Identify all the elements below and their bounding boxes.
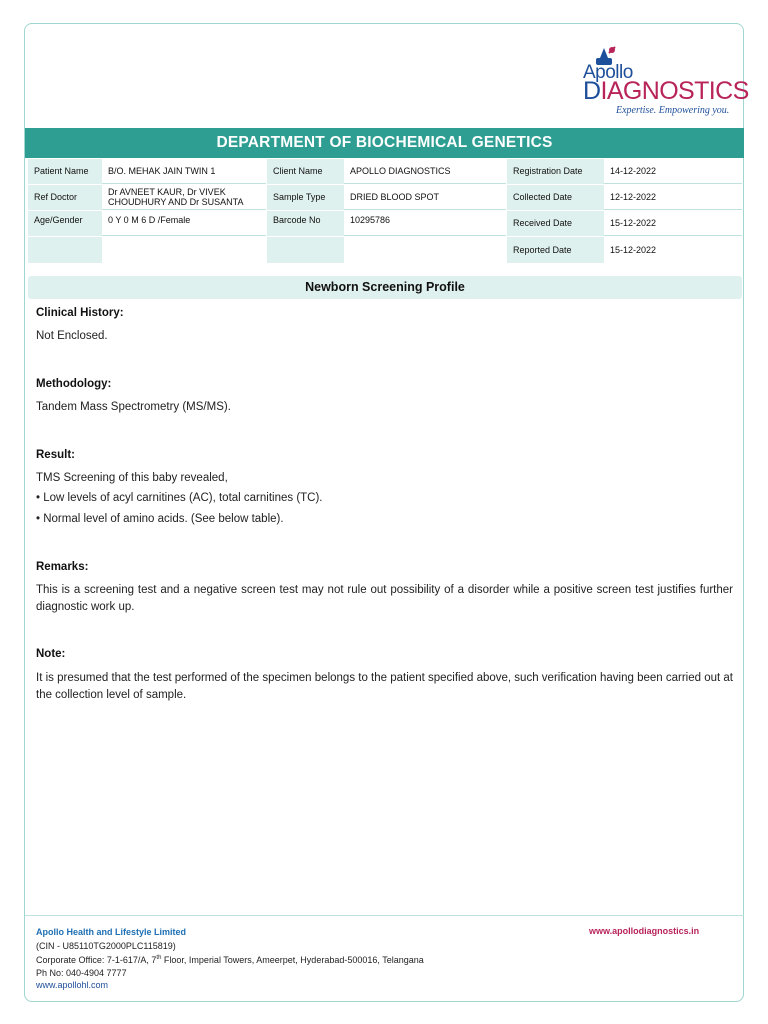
logo-tagline: Expertise. Empowering you. <box>616 105 730 116</box>
client-name-label: Client Name <box>267 159 344 184</box>
note-heading: Note: <box>36 648 66 660</box>
profile-title: Newborn Screening Profile <box>28 276 742 299</box>
empty-value-cell <box>344 237 506 263</box>
reported-date-label: Reported Date <box>507 237 604 263</box>
result-intro: TMS Screening of this baby revealed, <box>36 472 228 484</box>
barcode-value: 10295786 <box>344 211 506 236</box>
client-name-value: APOLLO DIAGNOSTICS <box>344 159 506 184</box>
apollo-diagnostics-logo <box>582 42 749 116</box>
remarks-heading: Remarks: <box>36 561 89 573</box>
logo-apollo-text: Apollo <box>583 62 633 83</box>
footer-address-block <box>36 926 424 991</box>
logo-diagnostics-text: DIAGNOSTICS <box>583 77 749 105</box>
received-date-value: 15-12-2022 <box>604 211 742 236</box>
footer-company: Apollo Health and Lifestyle Limited <box>36 927 187 937</box>
empty-label-cell <box>28 237 102 263</box>
result-item: • Low levels of acyl carnitines (AC), total carnitines (TC). <box>36 492 323 504</box>
footer-phone: Ph No: 040-4904 7777 <box>36 967 127 978</box>
result-item: • Normal level of amino acids. (See below table). <box>36 513 284 525</box>
footer-cin: (CIN - U85110TG2000PLC115819) <box>36 941 176 952</box>
sample-type-label: Sample Type <box>267 185 344 210</box>
collected-date-label: Collected Date <box>507 185 604 210</box>
received-date-label: Received Date <box>507 211 604 236</box>
patient-name-label: Patient Name <box>28 159 102 184</box>
footer-website-link[interactable]: www.apollodiagnostics.in <box>589 926 700 936</box>
footer-office: Corporate Office: 7-1-617/A, 7th Floor, Imperial Towers, Ameerpet, Hyderabad-500016, Telangana <box>36 955 424 966</box>
clinical-history-heading: Clinical History: <box>36 307 124 319</box>
registration-date-value: 14-12-2022 <box>604 159 742 184</box>
empty-label-cell <box>267 237 344 263</box>
methodology-heading: Methodology: <box>36 378 112 390</box>
methodology-text: Tandem Mass Spectrometry (MS/MS). <box>36 401 231 413</box>
reported-date-value: 15-12-2022 <box>610 244 657 255</box>
department-title: DEPARTMENT OF BIOCHEMICAL GENETICS <box>25 128 744 158</box>
barcode-label: Barcode No <box>267 211 344 236</box>
sample-type-value: DRIED BLOOD SPOT <box>344 185 506 210</box>
registration-date-label: Registration Date <box>507 159 604 184</box>
age-gender-value: 0 Y 0 M 6 D /Female <box>102 211 266 236</box>
result-heading: Result: <box>36 449 75 461</box>
clinical-history-text: Not Enclosed. <box>36 330 108 342</box>
note-text: It is presumed that the test performed of the specimen belongs to the patient specified above, such verification having been carried out at the collection level of sample. <box>36 672 733 701</box>
ref-doctor-value: Dr AVNEET KAUR, Dr VIVEK CHOUDHURY AND Dr SUSANTA <box>102 185 266 210</box>
age-gender-label: Age/Gender <box>28 211 102 236</box>
collected-date-value: 12-12-2022 <box>604 185 742 210</box>
ref-doctor-label: Ref Doctor <box>28 185 102 210</box>
remarks-text: This is a screening test and a negative screen test may not rule out possibility of a disorder while a positive screen test justifies further diagnostic work up. <box>36 584 733 613</box>
empty-value-cell <box>102 237 266 263</box>
footer-site-link[interactable]: www.apollohl.com <box>36 979 109 990</box>
footer-divider <box>25 915 744 916</box>
patient-name-value: B/O. MEHAK JAIN TWIN 1 <box>102 159 266 184</box>
